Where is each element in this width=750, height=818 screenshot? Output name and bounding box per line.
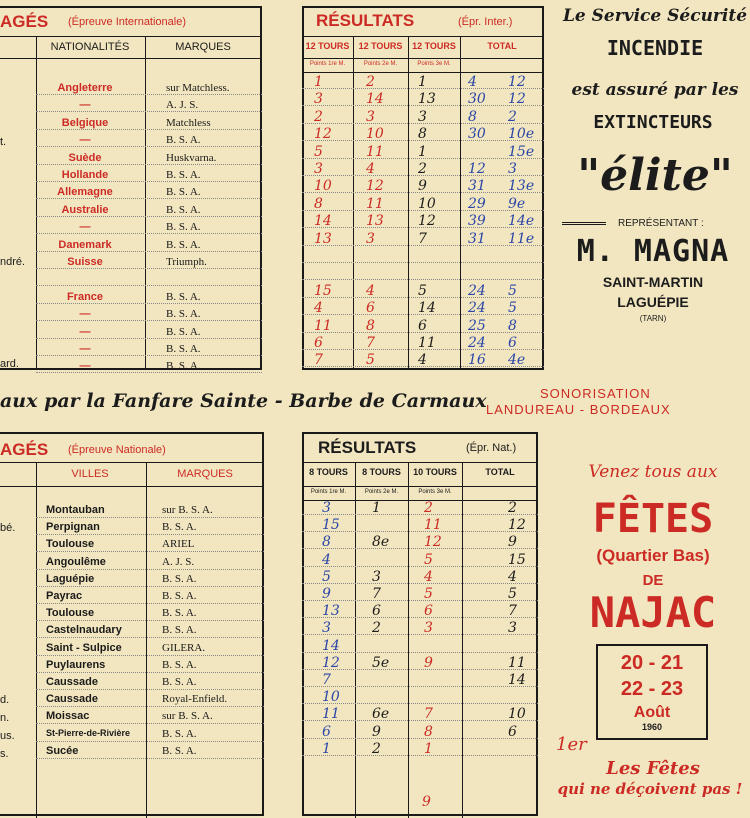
ad-region: (TARN) bbox=[639, 314, 667, 323]
result-value: 10 bbox=[366, 126, 384, 143]
brand-cell: B. S. A. bbox=[166, 308, 201, 321]
ad-assure-line: est assuré par les bbox=[571, 80, 739, 100]
left-fragment: d. bbox=[0, 694, 10, 706]
result-value: 14 bbox=[322, 637, 340, 654]
ad-year: 1960 bbox=[641, 722, 663, 732]
country-cell: — bbox=[79, 325, 91, 338]
intl-table-subtitle: (Épreuve Internationale) bbox=[68, 16, 187, 28]
city-cell: Castelnaudary bbox=[46, 624, 122, 637]
result-value: 8e bbox=[372, 534, 390, 551]
result-value: 4 bbox=[508, 568, 517, 585]
city-cell: Toulouse bbox=[46, 538, 95, 551]
row-dots bbox=[36, 586, 264, 587]
row-dots bbox=[36, 233, 262, 234]
results-colhead: TOTAL bbox=[485, 467, 515, 477]
country-cell: Australie bbox=[61, 203, 109, 216]
brand-cell: GILERA. bbox=[162, 641, 206, 654]
result-value: 5 bbox=[508, 282, 517, 299]
result-value: 3 bbox=[424, 620, 433, 637]
result-value: 7 bbox=[508, 603, 517, 620]
nat-results-subtitle: (Épr. Nat.) bbox=[466, 442, 517, 454]
result-value: 12 bbox=[468, 161, 486, 177]
ad-service-line: Le Service Sécurité bbox=[562, 6, 748, 26]
result-row-dots bbox=[302, 634, 538, 635]
brand-cell: B. S. A. bbox=[166, 343, 201, 355]
result-value: 8 bbox=[508, 317, 517, 334]
result-row-dots bbox=[302, 583, 538, 584]
results-subcolhead: Points 3e M. bbox=[417, 61, 451, 67]
col-marques-nat: MARQUES bbox=[177, 468, 233, 480]
result-value: 3 bbox=[366, 108, 375, 125]
result-value: 8 bbox=[314, 195, 323, 212]
row-dots bbox=[36, 637, 264, 638]
result-value: 5 bbox=[508, 300, 517, 317]
country-cell: Suède bbox=[68, 151, 102, 164]
brand-cell: sur Matchless. bbox=[166, 82, 230, 94]
result-value: 30 bbox=[468, 126, 486, 143]
result-value: 4 bbox=[468, 74, 477, 90]
city-cell: Laguépie bbox=[46, 572, 95, 585]
row-dots bbox=[36, 551, 264, 552]
country-cell: Suisse bbox=[67, 256, 103, 268]
brand-cell: B. S. A. bbox=[166, 238, 201, 251]
ad-elite-brand: "élite" bbox=[577, 150, 733, 201]
result-value: 5 bbox=[418, 282, 427, 299]
city-cell: Payrac bbox=[46, 590, 83, 602]
results-subcolhead: Points 1re M. bbox=[310, 489, 347, 495]
result-value: 3 bbox=[508, 620, 517, 637]
result-value: 2 bbox=[508, 108, 517, 125]
row-dots bbox=[36, 620, 264, 621]
ad-quartier: (Quartier Bas) bbox=[596, 546, 710, 565]
row-dots bbox=[36, 129, 262, 130]
row-dots bbox=[36, 723, 264, 724]
row-dots bbox=[36, 355, 262, 356]
result-value: 2 bbox=[366, 74, 375, 90]
result-value: 15 bbox=[314, 282, 332, 299]
result-value: 5 bbox=[424, 586, 433, 602]
subhead-rule bbox=[302, 500, 538, 501]
row-dots bbox=[36, 94, 262, 95]
ad-slogan-2: qui ne déçoivent pas ! bbox=[557, 780, 743, 798]
result-value: 3 bbox=[418, 108, 427, 125]
left-fragment: bé. bbox=[0, 522, 16, 534]
ad-de: DE bbox=[642, 572, 664, 589]
result-value: 4 bbox=[424, 568, 433, 585]
result-value: 4 bbox=[366, 161, 375, 177]
intl-results-subtitle: (Épr. Inter.) bbox=[458, 16, 513, 28]
result-value: 13e bbox=[508, 178, 535, 195]
result-row-dots bbox=[302, 279, 544, 280]
brand-cell: B. S. A. bbox=[166, 360, 201, 373]
result-value: 6 bbox=[366, 300, 375, 317]
country-cell: — bbox=[79, 99, 91, 112]
result-value: 5 bbox=[424, 551, 433, 568]
left-fragment: ndré. bbox=[0, 256, 26, 268]
result-value: 15 bbox=[508, 551, 526, 568]
row-dots bbox=[36, 320, 262, 321]
result-value: 9 bbox=[508, 534, 517, 551]
result-value: 12 bbox=[508, 91, 526, 108]
left-fragment: n. bbox=[0, 712, 10, 724]
bottom-hand-number: 9 bbox=[422, 794, 431, 810]
result-value: 3 bbox=[322, 620, 331, 637]
result-value: 6 bbox=[314, 335, 323, 351]
city-cell: Angoulême bbox=[46, 555, 106, 568]
result-value: 8 bbox=[468, 108, 477, 125]
result-value: 2 bbox=[508, 500, 517, 516]
result-value: 7 bbox=[372, 586, 381, 602]
result-value: 29 bbox=[468, 195, 486, 212]
result-value: 7 bbox=[322, 672, 331, 688]
ad-fetes: FÊTES bbox=[592, 496, 714, 542]
result-value: 6 bbox=[424, 603, 433, 620]
result-value: 5 bbox=[322, 568, 331, 585]
result-value: 6e bbox=[372, 706, 390, 723]
country-cell: Hollande bbox=[61, 169, 109, 181]
result-value: 4 bbox=[314, 300, 323, 317]
result-value: 6 bbox=[418, 317, 427, 334]
result-value: 7 bbox=[418, 230, 427, 247]
result-value: 11 bbox=[366, 143, 384, 160]
row-dots bbox=[36, 372, 262, 373]
brand-cell: Matchless bbox=[166, 116, 211, 129]
result-value: 8 bbox=[366, 317, 375, 334]
ad-najac: NAJAC bbox=[589, 588, 717, 637]
fanfare-line: aux par la Fanfare Sainte - Barbe de Carmaux bbox=[0, 390, 487, 412]
result-row-dots bbox=[302, 514, 538, 515]
row-dots bbox=[36, 164, 262, 165]
row-dots bbox=[36, 146, 262, 147]
result-value: 5 bbox=[366, 352, 375, 369]
city-cell: Toulouse bbox=[46, 607, 95, 620]
left-fragment: ard. bbox=[0, 358, 19, 370]
result-value: 15e bbox=[508, 143, 535, 160]
col-villes: VILLES bbox=[71, 468, 109, 480]
result-value: 11e bbox=[508, 230, 535, 247]
result-value: 6 bbox=[508, 723, 517, 740]
result-value: 14 bbox=[314, 213, 332, 230]
results-subcolhead: Points 3e M. bbox=[418, 489, 452, 495]
result-value: 13 bbox=[366, 213, 384, 230]
result-value: 24 bbox=[468, 335, 486, 351]
result-row-dots bbox=[302, 738, 538, 739]
result-value: 2 bbox=[424, 500, 433, 516]
result-value: 11 bbox=[366, 195, 384, 212]
city-cell: Montauban bbox=[46, 504, 105, 516]
result-value: 6 bbox=[322, 723, 331, 740]
country-cell: — bbox=[79, 221, 91, 234]
result-value: 1 bbox=[424, 740, 433, 757]
city-cell: St-Pierre-de-Rivière bbox=[46, 727, 131, 738]
left-fragment: us. bbox=[0, 730, 15, 742]
result-value: 7 bbox=[424, 706, 433, 723]
result-value: 1 bbox=[418, 74, 427, 90]
city-cell: Perpignan bbox=[46, 521, 100, 534]
nat-table-subtitle: (Épreuve Nationale) bbox=[68, 444, 166, 456]
result-value: 10 bbox=[508, 706, 526, 723]
result-value: 8 bbox=[418, 126, 427, 143]
city-cell: Sucée bbox=[46, 744, 79, 757]
result-value: 7 bbox=[366, 335, 375, 351]
country-cell: Belgique bbox=[61, 116, 109, 129]
result-value: 12 bbox=[322, 654, 340, 671]
result-value: 3 bbox=[314, 161, 323, 177]
result-value: 24 bbox=[468, 282, 486, 299]
brand-cell: B. S. A. bbox=[166, 134, 201, 147]
row-dots bbox=[36, 517, 264, 518]
row-dots bbox=[36, 655, 264, 656]
sono-line-2: LANDUREAU - BORDEAUX bbox=[486, 402, 671, 417]
city-cell: Saint - Sulpice bbox=[46, 641, 122, 654]
brand-cell: B. S. A. bbox=[162, 590, 197, 602]
col-marques: MARQUES bbox=[175, 41, 231, 53]
result-value: 13 bbox=[314, 230, 332, 247]
brand-cell: Royal-Enfield. bbox=[162, 693, 228, 706]
ad-town-2: LAGUÉPIE bbox=[617, 294, 689, 310]
ad-representant: REPRÉSENTANT : bbox=[618, 218, 704, 229]
result-value: 7 bbox=[314, 352, 323, 369]
result-value: 3 bbox=[508, 161, 517, 177]
result-value: 39 bbox=[468, 213, 486, 230]
result-value: 6 bbox=[372, 603, 381, 620]
result-value: 8 bbox=[424, 723, 433, 740]
result-value: 12 bbox=[424, 534, 442, 551]
brand-cell: B. S. A. bbox=[162, 744, 197, 757]
result-value: 4 bbox=[322, 551, 331, 568]
city-cell: Caussade bbox=[46, 676, 98, 688]
country-cell: Angleterre bbox=[57, 82, 113, 94]
result-value: 30 bbox=[468, 91, 486, 108]
ad-date-2: 22 - 23 bbox=[620, 678, 684, 700]
result-value: 3 bbox=[372, 568, 381, 585]
city-cell: Puylaurens bbox=[46, 658, 106, 671]
row-dots bbox=[36, 338, 262, 339]
result-row-dots bbox=[302, 548, 538, 549]
row-dots bbox=[36, 251, 262, 252]
brand-cell: B. S. A. bbox=[162, 572, 197, 585]
ad-extincteurs: EXTINCTEURS bbox=[593, 112, 713, 133]
result-value: 10 bbox=[322, 689, 340, 706]
result-value: 31 bbox=[468, 178, 486, 195]
left-fragment: s. bbox=[0, 748, 9, 760]
row-dots bbox=[36, 303, 262, 304]
result-value: 9e bbox=[508, 195, 526, 212]
result-value: 1 bbox=[372, 500, 381, 516]
brand-cell: A. J. S. bbox=[162, 555, 195, 568]
result-value: 14e bbox=[508, 213, 535, 230]
row-dots bbox=[36, 181, 262, 182]
country-cell: — bbox=[79, 134, 91, 147]
result-row-dots bbox=[302, 262, 544, 263]
result-value: 1 bbox=[322, 740, 331, 757]
row-dots bbox=[36, 285, 262, 286]
city-cell: Caussade bbox=[46, 693, 98, 706]
result-value: 9 bbox=[372, 723, 381, 740]
brand-cell: B. S. A. bbox=[166, 203, 201, 216]
result-value: 14 bbox=[366, 91, 384, 108]
ad-hand-mark: 1er bbox=[556, 734, 587, 755]
row-dots bbox=[36, 111, 262, 112]
ad-magna-name: M. MAGNA bbox=[576, 234, 730, 269]
row-dots bbox=[36, 689, 264, 690]
brand-cell: B. S. A. bbox=[166, 325, 201, 338]
result-value: 5 bbox=[314, 143, 323, 160]
result-value: 12 bbox=[508, 517, 526, 534]
results-colhead: 8 TOURS bbox=[362, 467, 401, 477]
brand-cell: B. S. A. bbox=[162, 521, 197, 534]
result-value: 15 bbox=[322, 517, 340, 534]
result-row-dots bbox=[302, 686, 538, 687]
row-dots bbox=[36, 534, 264, 535]
result-value: 2 bbox=[418, 161, 427, 177]
brand-cell: B. S. A. bbox=[166, 221, 201, 234]
result-row-dots bbox=[302, 566, 538, 567]
brand-cell: B. S. A. bbox=[166, 186, 201, 199]
result-value: 3 bbox=[322, 500, 331, 516]
result-value: 10 bbox=[314, 178, 332, 195]
row-dots bbox=[36, 198, 262, 199]
brand-cell: sur B. S. A. bbox=[162, 710, 213, 723]
result-value: 4e bbox=[508, 352, 526, 369]
results-colhead: 12 TOURS bbox=[358, 41, 403, 51]
left-fragment: t. bbox=[0, 136, 7, 148]
result-value: 12 bbox=[314, 126, 332, 143]
result-value: 12 bbox=[418, 213, 436, 230]
ad-town-1: SAINT-MARTIN bbox=[602, 274, 704, 290]
result-value: 13 bbox=[418, 91, 436, 108]
result-value: 2 bbox=[372, 620, 381, 637]
ad-divider-left bbox=[562, 222, 606, 225]
result-value: 11 bbox=[424, 517, 442, 534]
result-value: 12 bbox=[366, 178, 384, 195]
result-value: 8 bbox=[322, 534, 331, 551]
result-value: 9 bbox=[418, 178, 427, 195]
result-value: 12 bbox=[508, 74, 526, 90]
ad-incendie: INCENDIE bbox=[606, 36, 704, 60]
brand-cell: B. S. A. bbox=[162, 658, 197, 671]
row-dots bbox=[36, 216, 262, 217]
row-dots bbox=[36, 758, 264, 759]
result-value: 25 bbox=[468, 317, 486, 334]
intl-results-title: RÉSULTATS bbox=[316, 11, 415, 30]
country-cell: — bbox=[79, 343, 91, 355]
result-value: 13 bbox=[322, 603, 340, 620]
country-cell: — bbox=[79, 308, 91, 321]
results-colhead: 12 TOURS bbox=[412, 41, 456, 51]
row-dots bbox=[36, 569, 264, 570]
nat-table-title: AGÉS bbox=[0, 440, 49, 459]
result-value: 3 bbox=[314, 91, 323, 108]
brand-cell: A. J. S. bbox=[166, 99, 199, 112]
result-row-dots bbox=[302, 755, 538, 756]
intl-table-title: AGÉS bbox=[0, 12, 49, 31]
country-cell: — bbox=[79, 360, 91, 373]
results-subcolhead: Points 2e M. bbox=[363, 61, 398, 67]
ad-slogan-1: Les Fêtes bbox=[606, 758, 700, 779]
brand-cell: B. S. A. bbox=[162, 727, 197, 740]
ad-date-1: 20 - 21 bbox=[620, 652, 684, 674]
result-value: 4 bbox=[418, 352, 427, 369]
brand-cell: B. S. A. bbox=[162, 607, 197, 620]
result-value: 5e bbox=[372, 654, 390, 671]
result-value: 9 bbox=[424, 654, 433, 671]
country-cell: Allemagne bbox=[57, 186, 113, 199]
result-value: 9 bbox=[322, 586, 331, 602]
result-value: 6 bbox=[508, 335, 517, 351]
result-value: 2 bbox=[372, 740, 381, 757]
country-cell: France bbox=[66, 290, 104, 303]
row-dots bbox=[36, 706, 264, 707]
result-value: 1 bbox=[418, 143, 427, 160]
result-value: 1 bbox=[314, 74, 323, 90]
result-value: 11 bbox=[508, 654, 526, 671]
ad-month: Août bbox=[633, 704, 671, 721]
results-colhead: TOTAL bbox=[487, 41, 517, 51]
brand-cell: Huskvarna. bbox=[166, 151, 217, 164]
brand-cell: B. S. A. bbox=[162, 624, 197, 637]
results-subcolhead: Points 2e M. bbox=[364, 489, 399, 495]
result-value: 2 bbox=[314, 108, 323, 125]
result-value: 11 bbox=[314, 317, 332, 334]
sono-line-1: SONORISATION bbox=[540, 386, 651, 401]
col-nationalites: NATIONALITÉS bbox=[50, 41, 130, 53]
result-value: 3 bbox=[366, 230, 375, 247]
brand-cell: ARIEL bbox=[162, 538, 195, 551]
result-value: 11 bbox=[322, 706, 340, 723]
results-colhead: 12 TOURS bbox=[305, 41, 350, 51]
nat-results-title: RÉSULTATS bbox=[318, 438, 417, 457]
results-colhead: 10 TOURS bbox=[413, 467, 457, 477]
country-cell: Danemark bbox=[58, 238, 112, 251]
brand-cell: B. S. A. bbox=[166, 169, 201, 181]
brand-cell: Triumph. bbox=[166, 256, 207, 268]
result-value: 4 bbox=[366, 282, 375, 299]
result-value: 24 bbox=[468, 300, 486, 317]
row-dots bbox=[36, 672, 264, 673]
result-value: 10e bbox=[508, 126, 535, 143]
result-value: 31 bbox=[468, 230, 486, 247]
row-dots bbox=[36, 268, 262, 269]
result-value: 16 bbox=[468, 352, 486, 369]
results-colhead: 8 TOURS bbox=[309, 467, 348, 477]
subhead-rule bbox=[302, 72, 544, 73]
result-row-dots bbox=[302, 600, 538, 601]
brand-cell: B. S. A. bbox=[162, 676, 197, 688]
row-dots bbox=[36, 741, 264, 742]
results-subcolhead: Points 1re M. bbox=[309, 61, 346, 67]
brand-cell: sur B. S. A. bbox=[162, 504, 213, 516]
result-value: 10 bbox=[418, 195, 436, 212]
result-value: 5 bbox=[508, 586, 517, 602]
result-value: 14 bbox=[508, 672, 526, 688]
city-cell: Moissac bbox=[46, 710, 90, 723]
brand-cell: B. S. A. bbox=[166, 290, 201, 303]
result-value: 11 bbox=[418, 335, 436, 351]
ad-venez-line: Venez tous aux bbox=[588, 462, 718, 482]
result-value: 14 bbox=[418, 300, 436, 317]
row-dots bbox=[36, 603, 264, 604]
